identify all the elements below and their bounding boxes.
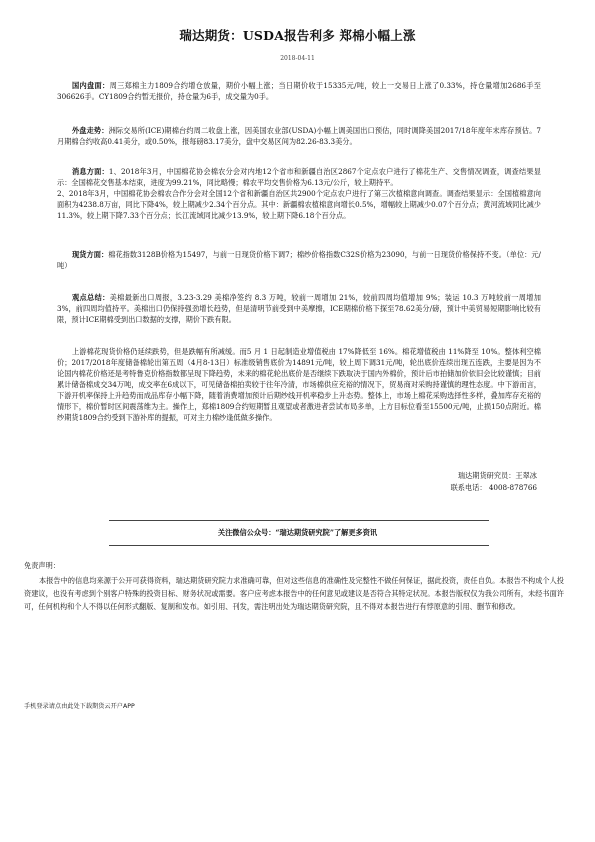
report-title: 瑞达期货：USDA报告利多 郑棉小幅上涨 (179, 28, 416, 43)
spot-text: 棉花指数3128B价格为15497，与前一日现货价格下调7；棉纱价格指数C32S价格为23090，与前一日现货价格保持不变。（单位：元/吨） (57, 250, 541, 270)
news-para1: 1、2018年3月，中国棉花协会棉农分会对内地12个省市和新疆自治区2867个定点农户进行了棉花生产、交售情况调查，调查结果显示：全国棉花交售基本结束，进度为99.21%，同比略慢；棉农平均交售价格为6.13元/公斤，较上期持平。 (57, 167, 541, 187)
bottom-divider (109, 545, 489, 546)
domestic-label: 国内盘面： (72, 81, 110, 90)
view-label: 观点总结： (72, 293, 110, 302)
analysis-section (57, 346, 541, 423)
overseas-text: 洲际交易所(ICE)期棉台约周二收盘上涨，因美国农业部(USDA)小幅上调美国出口预估，同时调降美国2017/18年度年末库存预估。7月期棉合约收高0.41美分，或0.50%，报每磅83.17美分，盘中交易区间为82.26-83.3美分。 (57, 126, 541, 146)
contact-phone: 联系电话： 4008-878766 (450, 483, 537, 492)
news-label: 消息方面： (72, 167, 109, 176)
overseas-label: 外盘走势： (72, 126, 109, 135)
app-download-link[interactable]: 手机登录请点由此处下载期货云开户APP (24, 703, 135, 710)
domestic-section (57, 80, 541, 102)
analysis-text: 上游棉花现货价格仍延续跌势，但是跌幅有所减缓。而5 月 1 日起制造业增值税由 17%降低至 16%。棉花增值税由 11%降至 10%。整体利空棉价；2017/2018年度储备棉轮出第五周（4月8-13日）标准级销售底价为14891元/吨，较上周下调31元/吨，轮出底价连续出现五连跌，主要是因为不论国内棉花价格还是考特鲁克价格指数都呈现下降趋势，未来的棉花轮出底价是否继续下跌取决于国内外棉价，预计后市拍储加价依旧会比较谨慎；目前累计储备棉成交34万吨，成交率在6成以下，可见储备棉拍卖较于往年冷清，市场棉供应充裕的情况下，贸易商对采购持谨慎的理性态度。中下游而言，下游开机率保持上升趋势而成品库存小幅下降，随着消费增加预计后期纱线开机率稳步上升态势。整体上，市场上棉花采购选择性多样，叠加库存充裕的情形下，棉价暂时区间震荡维为主。操作上，郑棉1809合约短期暂且观望或者激进者尝试布局多单，上方目标位看至15500元/吨，止损150点附近。棉纱期货1809合约受到下游补库的提振，可对主力棉纱逢低做多操作。 (57, 347, 541, 422)
signature-block (451, 470, 537, 494)
view-section (57, 292, 541, 325)
news-section (57, 166, 541, 221)
researcher-name: 瑞达期货研究员：王翠冰 (457, 471, 537, 480)
news-para2: 2、2018年3月，中国棉花协会棉农合作分会对全国12个省和新疆自治区共2900个定点农户进行了第三次植棉意向调查。调查结果显示：全国植棉意向面积为4238.8万亩，同比下降4%，较上期减少2.34个百分点。其中：新疆棉农植棉意向增长0.5%，增幅较上期减少0.07个百分点；黄河流域同比减少11.3%，较上期下降7.33个百分点；长江流域同比减少13.9%，较上期下降6.18个百分点。 (57, 189, 541, 220)
view-text: 美棉最新出口周报，3.23-3.29 美棉净签约 8.3 万吨，较前一周增加 21%，较前四周均值增加 9%；装运 10.3 万吨较前一周增加 3%，前四周均值持平。美棉出口仍保持强劲增长趋势，但是清明节前受到中美摩擦，ICE期棉价格下探至78.62美分/磅，预计中美贸易短期影响比较有限，预计ICE期棉受到出口数据的支撑，期价下跌有限。 (57, 293, 541, 324)
spot-label: 现货方面： (72, 250, 109, 259)
overseas-section (57, 125, 541, 147)
disclaimer-heading: 免责声明： (24, 561, 60, 570)
top-divider (109, 520, 489, 521)
report-date: 2018-04-11 (280, 55, 315, 62)
domestic-text: 周三郑棉主力1809合约增仓放量，期价小幅上涨；当日期价收于15335元/吨，较上一交易日上涨了0.33%，持仓量增加2686手至306626手。CY1809合约暂无报价，持仓量为6手，成交量为0手。 (57, 81, 541, 101)
disclaimer-text: 本报告中的信息均来源于公开可获得资料，瑞达期货研究院力求准确可靠，但对这些信息的准确性及完整性不做任何保证，据此投资，责任自负。本报告不构成个人投资建议，也没有考虑到个别客户特殊的投资目标、财务状况或需要。客户应考虑本报告中的任何意见或建议是否符合其特定状况。本报告版权仅为我公司所有，未经书面许可，任何机构和个人不得以任何形式翻版、复制和发布。如引用、刊发，需注明出处为瑞达期货研究院，且不得对本报告进行有悖原意的引用、删节和修改。 (24, 576, 564, 611)
wechat-notice: 关注微信公众号：“瑞达期货研究院”了解更多资讯 (217, 528, 378, 537)
disclaimer-section (24, 559, 564, 613)
spot-section (57, 249, 541, 271)
